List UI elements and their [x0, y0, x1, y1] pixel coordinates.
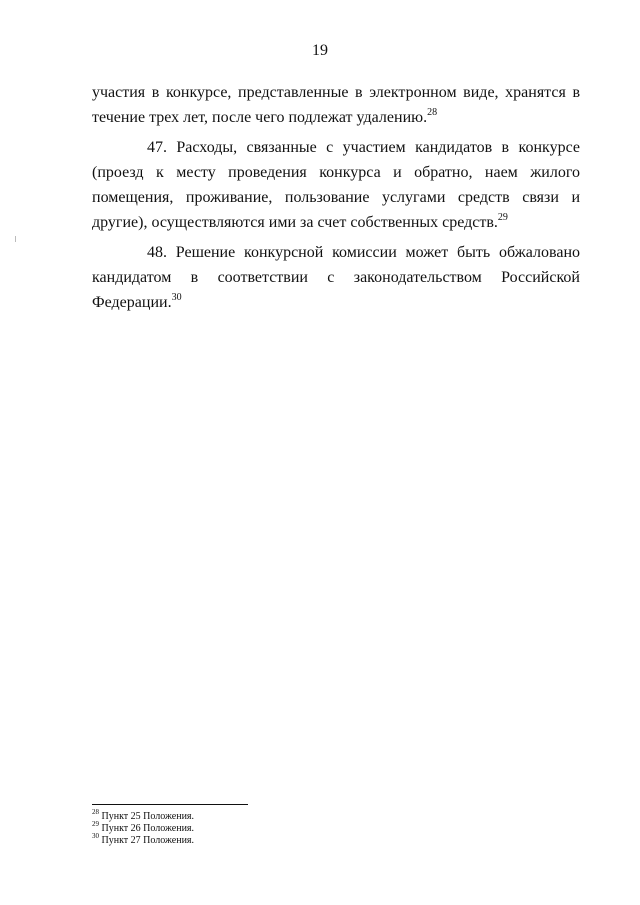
footnote-text: Пункт 25 Положения.: [101, 811, 195, 822]
footnote-28: [92, 807, 392, 823]
body-text: [92, 80, 580, 315]
footnote-number: 30: [92, 831, 99, 840]
footnote-text: Пункт 26 Положения.: [101, 823, 195, 834]
paragraph-continuation: [92, 80, 580, 130]
footnote-number: 28: [92, 807, 99, 816]
paragraph-text: 48. Решение конкурсной комиссии может быть обжаловано кандидатом в соответствии с законодательством Российской Федерации.: [92, 244, 580, 311]
scan-artifact: [15, 236, 16, 242]
footnotes: [92, 807, 392, 847]
paragraph-text: участия в конкурсе, представленные в электронном виде, хранятся в течение трех лет, после чего подлежат удалению.: [92, 84, 580, 126]
footnote-divider: [92, 804, 248, 805]
footnote-text: Пункт 27 Положения.: [101, 835, 195, 846]
footnote-30: [92, 831, 392, 847]
footnote-ref: 28: [427, 106, 438, 118]
paragraph-text: 47. Расходы, связанные с участием кандидатов в конкурсе (проезд к месту проведения конкурса и обратно, наем жилого помещения, проживание, пользование услугами средств связи и другие), осуществляются ими за счет собственных средств.: [92, 139, 580, 231]
footnote-29: [92, 819, 392, 835]
footnote-ref: 30: [171, 291, 182, 303]
footnote-number: 29: [92, 819, 99, 828]
paragraph-48: [92, 240, 580, 315]
page-number: 19: [312, 42, 328, 59]
paragraph-47: [92, 135, 580, 235]
footnote-ref: 29: [497, 211, 508, 223]
